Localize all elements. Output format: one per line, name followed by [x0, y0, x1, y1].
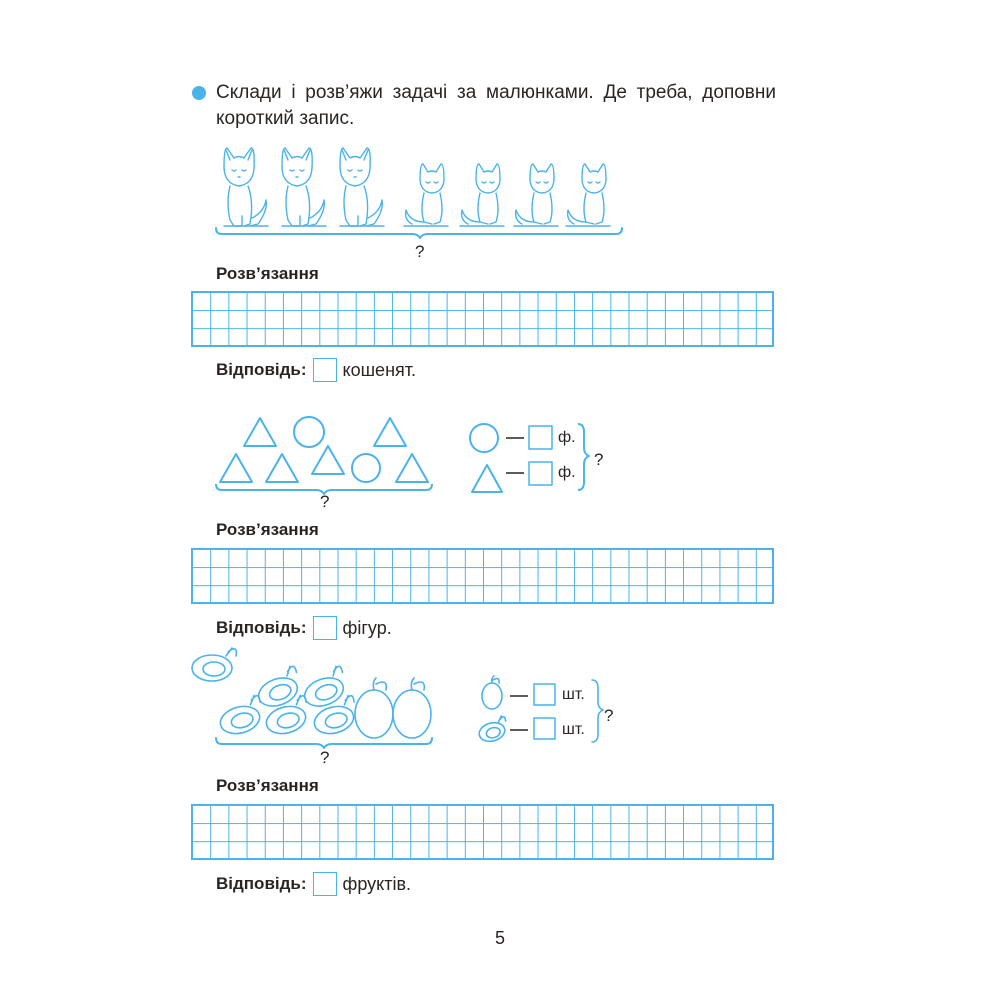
- answer-box-3[interactable]: [313, 872, 337, 896]
- solution-label-3: Розв’язання: [216, 776, 319, 795]
- answer-label-3: Відповідь:: [216, 874, 307, 893]
- solution-label-2: Розв’язання: [216, 520, 319, 539]
- task-instruction: [216, 80, 776, 132]
- bullet-icon: [192, 86, 206, 100]
- plum-icon: [482, 676, 502, 709]
- answer-grid-2[interactable]: [191, 548, 774, 604]
- solution-label-1: Розв’язання: [216, 264, 319, 283]
- short-unit-2b: ф.: [558, 464, 576, 481]
- short-unit-3b: шт.: [562, 721, 585, 738]
- circle-icon: [470, 424, 498, 452]
- question-mark-1: ?: [415, 242, 425, 261]
- answer-unit-2: фігур.: [342, 617, 392, 638]
- answer-unit-3: фруктів.: [342, 873, 412, 894]
- plum-half-icon: [476, 715, 510, 744]
- question-mark-3: ?: [320, 748, 330, 767]
- question-mark-2: ?: [320, 492, 330, 511]
- answer-box-1[interactable]: [313, 358, 337, 382]
- triangle-icon: [472, 465, 502, 492]
- short-unit-2a: ф.: [558, 429, 576, 446]
- short-unit-3a: шт.: [562, 686, 585, 703]
- answer-label-1: Відповідь:: [216, 360, 307, 379]
- fruits-short-record: [474, 672, 624, 752]
- answer-grid-1[interactable]: [191, 291, 774, 347]
- shapes-illustration: [212, 410, 452, 510]
- answer-grid-3[interactable]: [191, 804, 774, 860]
- page-number: 5: [494, 928, 505, 948]
- answer-row-3: [216, 872, 411, 896]
- answer-label-2: Відповідь:: [216, 618, 307, 637]
- answer-row-1: [216, 358, 416, 382]
- answer-box-2[interactable]: [313, 616, 337, 640]
- instruction-line-1: Склади і розв’яжи задачі за малюнками. Де треба, доповни: [216, 82, 776, 103]
- answer-row-2: [216, 616, 392, 640]
- question-mark-2b: ?: [594, 450, 604, 469]
- kittens-illustration: [212, 140, 632, 240]
- fruits-illustration: [212, 668, 452, 768]
- answer-unit-1: кошенят.: [342, 359, 417, 380]
- instruction-line-2: короткий запис.: [216, 108, 355, 129]
- question-mark-3b: ?: [604, 706, 614, 725]
